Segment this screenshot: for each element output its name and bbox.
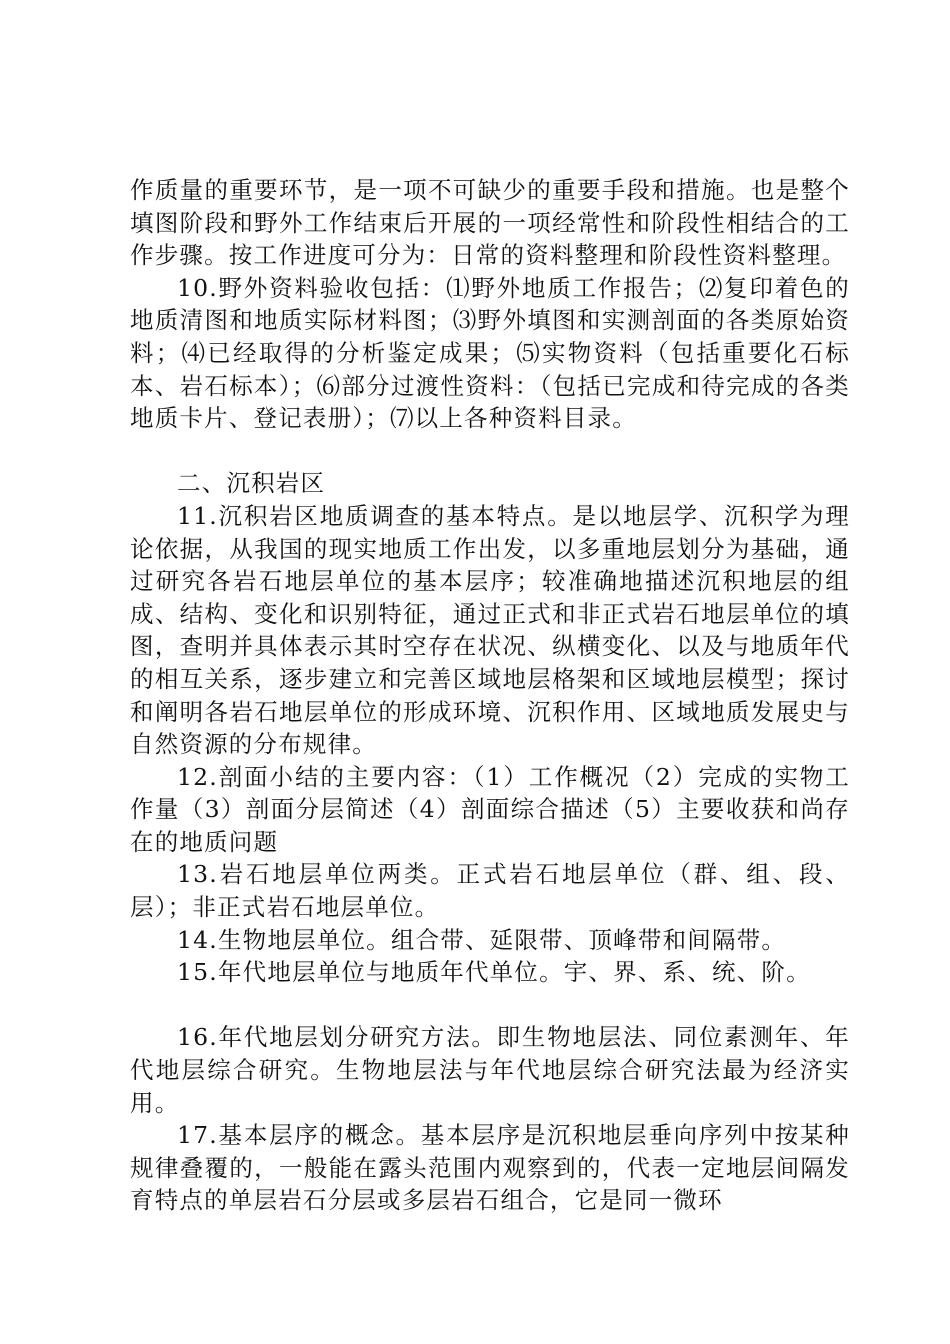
blank-line bbox=[130, 435, 850, 468]
paragraph-13-lithostratigraphic-units: 13.岩石地层单位两类。正式岩石地层单位（群、组、段、层）；非正式岩石地层单位。 bbox=[130, 860, 850, 922]
paragraph-12-section-summary: 12.剖面小结的主要内容：（1）工作概况（2）完成的实物工作量（3）剖面分层简述（4）剖面综合描述（5）主要收获和尚存在的地质问题 bbox=[130, 762, 850, 856]
paragraph-14-biostratigraphic-units: 14.生物地层单位。组合带、延限带、顶峰带和间隔带。 bbox=[177, 925, 787, 954]
paragraph-10-field-data-acceptance: 10.野外资料验收包括：⑴野外地质工作报告；⑵复印着色的地质清图和地质实际材料图；⑶野外填图和实测剖面的各类原始资料；⑷已经取得的分析鉴定成果；⑸实物资料（包括重要化石标本、岩石标本）；⑹部分过渡性资料：（包括已完成和待完成的各类地质卡片、登记表册）；⑺以上各种资料目录。 bbox=[130, 273, 850, 433]
paragraph-15-chronostratigraphic-units: 15.年代地层单位与地质年代单位。宇、界、系、统、阶。 bbox=[177, 958, 811, 987]
blank-line bbox=[130, 989, 850, 1022]
paragraph-16-chronostratigraphic-methods: 16.年代地层划分研究方法。即生物地层法、同位素测年、年代地层综合研究。生物地层法与年代地层综合研究法最为经济实用。 bbox=[130, 1023, 850, 1117]
paragraph-17-basic-sequence-concept: 17.基本层序的概念。基本层序是沉积地层垂向序列中按某种规律叠覆的，一般能在露头范围内观察到的，代表一定地层间隔发育特点的单层岩石分层或多层岩石组合，它是同一微环 bbox=[130, 1121, 850, 1215]
document-body bbox=[130, 174, 850, 1217]
paragraph-continuation: 作质量的重要环节，是一项不可缺少的重要手段和措施。也是整个填图阶段和野外工作结束后开展的一项经常性和阶段性相结合的工作步骤。按工作进度可分为：日常的资料整理和阶段性资料整理。 bbox=[130, 176, 850, 270]
paragraph-11-survey-features: 11.沉积岩区地质调查的基本特点。是以地层学、沉积学为理论依据，从我国的现实地质工作出发，以多重地层划分为基础，通过研究各岩石地层单位的基本层序；较准确地描述沉积地层的组成、结构、变化和识别特征，通过正式和非正式岩石地层单位的填图，查明并具体表示其时空存在状况、纵横变化、以及与地质年代的相互关系，逐步建立和完善区域地层格架和区域地层模型；探讨和阐明各岩石地层单位的形成环境、沉积作用、区域地质发展史与自然资源的分布规律。 bbox=[130, 501, 850, 759]
section-heading-sedimentary-rock-area: 二、沉积岩区 bbox=[177, 469, 326, 498]
